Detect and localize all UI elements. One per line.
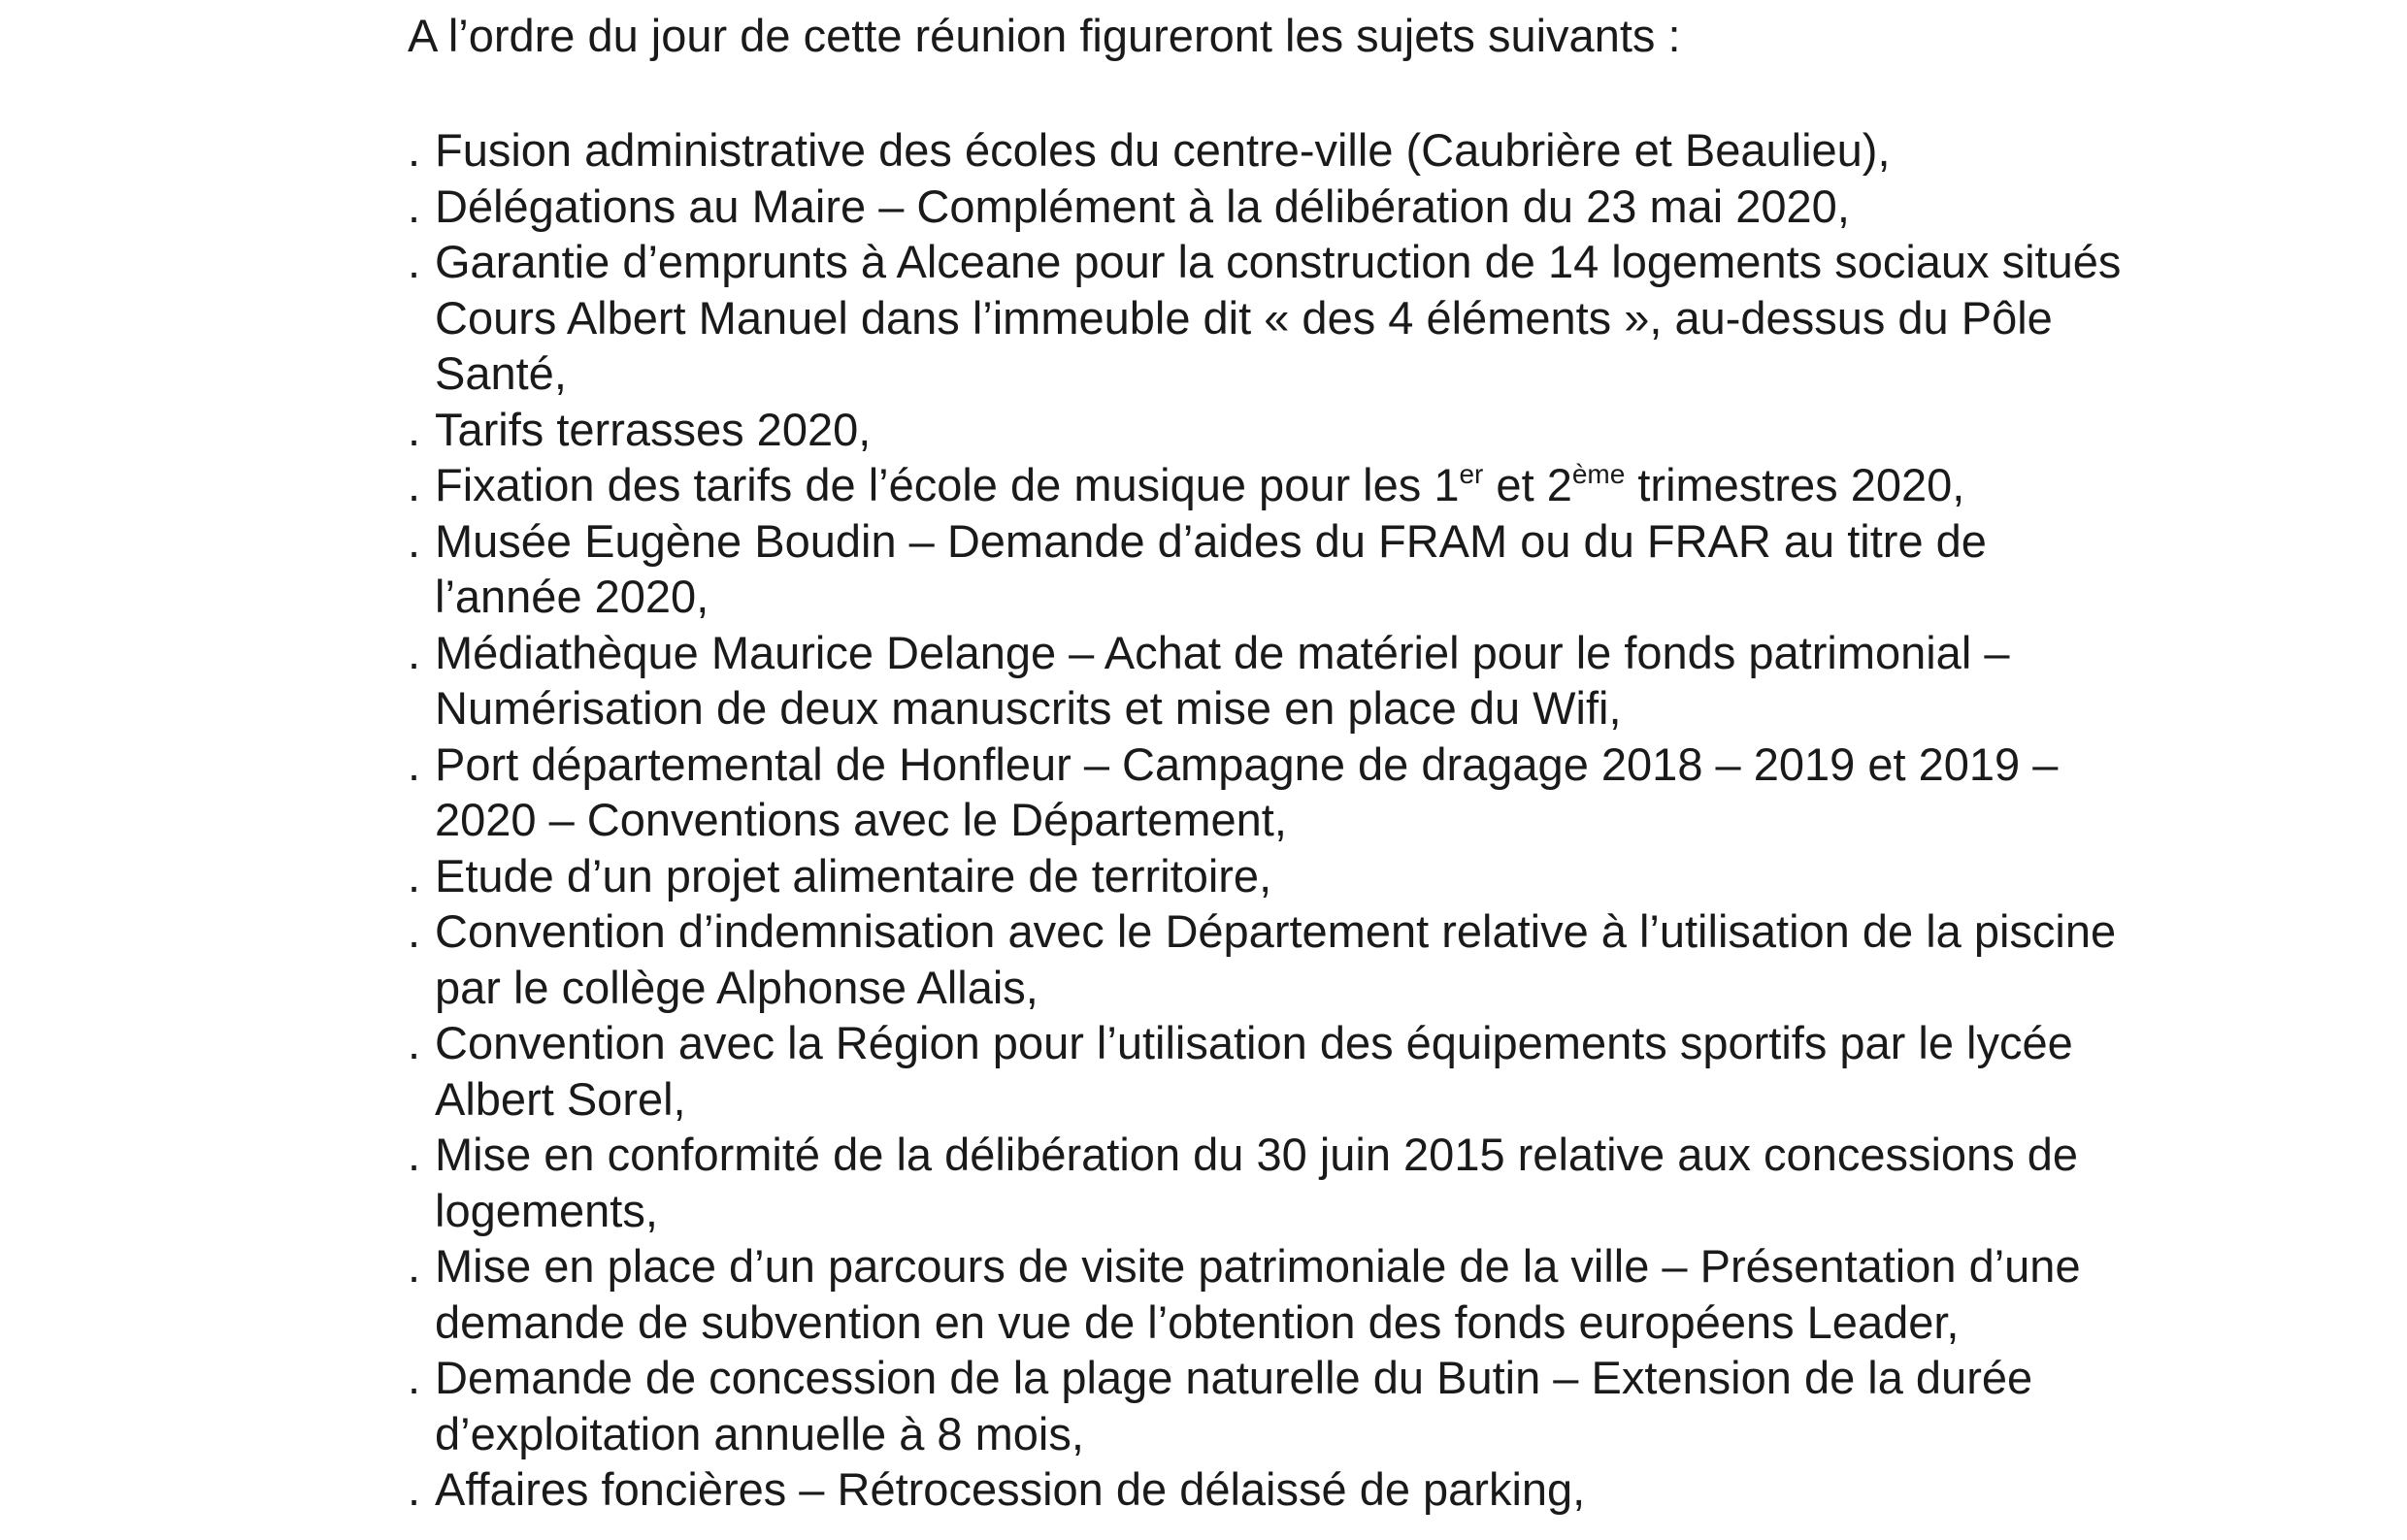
- bullet-dot: .: [408, 1463, 421, 1515]
- agenda-item: [408, 903, 2329, 1015]
- agenda-line: Cours Albert Manuel dans l’immeuble dit « des 4 éléments », au-dessus du Pôle: [435, 291, 2053, 344]
- agenda-line: Mise en place d’un parcours de visite patrimoniale de la ville – Présentation d’une: [435, 1240, 2081, 1292]
- agenda-text-part: trimestres 2020,: [1625, 459, 1965, 510]
- agenda-item: [408, 402, 2329, 458]
- agenda-item: [408, 122, 2329, 179]
- agenda-list: [408, 122, 2329, 1518]
- agenda-line: par le collège Alphonse Allais,: [435, 961, 1039, 1013]
- agenda-line: Convention d’indemnisation avec le Département relative à l’utilisation de la piscine: [435, 905, 2117, 957]
- bullet-dot: .: [408, 626, 421, 678]
- bullet-dot: .: [408, 180, 421, 232]
- agenda-text-part: Fixation des tarifs de l’école de musique pour les 1: [435, 459, 1460, 510]
- agenda-item: [408, 848, 2329, 904]
- agenda-line: Convention avec la Région pour l’utilisation des équipements sportifs par le lycée: [435, 1017, 2073, 1068]
- agenda-intro: A l’ordre du jour de cette réunion figureront les sujets suivants :: [408, 10, 1681, 61]
- agenda-line: Garantie d’emprunts à Alceane pour la construction de 14 logements sociaux situés: [435, 236, 2122, 287]
- agenda-line: Mise en conformité de la délibération du 30 juin 2015 relative aux concessions de: [435, 1129, 2079, 1180]
- bullet-dot: .: [408, 1017, 421, 1068]
- agenda-line: Délégations au Maire – Complément à la délibération du 23 mai 2020,: [435, 180, 1850, 232]
- agenda-item: [408, 1461, 2329, 1518]
- bullet-dot: .: [408, 1129, 421, 1180]
- agenda-line: d’exploitation annuelle à 8 mois,: [435, 1407, 1084, 1459]
- superscript-er: er: [1459, 459, 1484, 489]
- agenda-item: [408, 1015, 2329, 1127]
- agenda-line: demande de subvention en vue de l’obtention des fonds européens Leader,: [435, 1295, 1960, 1348]
- agenda-item: [408, 1350, 2329, 1461]
- agenda-line: Santé,: [435, 347, 567, 399]
- superscript-eme: ème: [1571, 459, 1626, 489]
- agenda-item: [408, 1127, 2329, 1238]
- bullet-dot: .: [408, 459, 421, 510]
- agenda-line: 2020 – Conventions avec le Département,: [435, 794, 1287, 845]
- agenda-line: Albert Sorel,: [435, 1072, 686, 1125]
- bullet-dot: .: [408, 905, 421, 957]
- bullet-dot: .: [408, 1352, 421, 1403]
- agenda-line: logements,: [435, 1184, 658, 1236]
- agenda-item: [408, 513, 2329, 625]
- bullet-dot: .: [408, 236, 421, 287]
- agenda-line: Médiathèque Maurice Delange – Achat de matériel pour le fonds patrimonial –: [435, 626, 2010, 678]
- agenda-item: [408, 179, 2329, 235]
- agenda-line: [435, 457, 2329, 513]
- agenda-item: [408, 737, 2329, 848]
- agenda-line: Musée Eugène Boudin – Demande d’aides du FRAM ou du FRAR au titre de: [435, 514, 1987, 567]
- agenda-line: Demande de concession de la plage naturelle du Butin – Extension de la durée: [435, 1352, 2033, 1403]
- agenda-line: Etude d’un projet alimentaire de territoire,: [435, 849, 1272, 901]
- agenda-line: Port départemental de Honfleur – Campagne de dragage 2018 – 2019 et 2019 –: [435, 737, 2059, 790]
- agenda-line: Fusion administrative des écoles du centre-ville (Caubrière et Beaulieu),: [435, 124, 1891, 176]
- agenda-line: Affaires foncières – Rétrocession de délaissé de parking,: [435, 1463, 1586, 1515]
- bullet-dot: .: [408, 514, 421, 567]
- bullet-dot: .: [408, 737, 421, 790]
- bullet-dot: .: [408, 1240, 421, 1292]
- agenda-item: [408, 457, 2329, 513]
- agenda-item: [408, 625, 2329, 737]
- bullet-dot: .: [408, 849, 421, 901]
- agenda-item: [408, 1238, 2329, 1350]
- agenda-line: Tarifs terrasses 2020,: [435, 403, 872, 455]
- agenda-item: [408, 234, 2329, 402]
- agenda-line: Numérisation de deux manuscrits et mise en place du Wifi,: [435, 682, 1622, 734]
- bullet-dot: .: [408, 124, 421, 176]
- agenda-text-part: et 2: [1483, 459, 1572, 510]
- agenda-line: l’année 2020,: [435, 571, 709, 622]
- bullet-dot: .: [408, 403, 421, 455]
